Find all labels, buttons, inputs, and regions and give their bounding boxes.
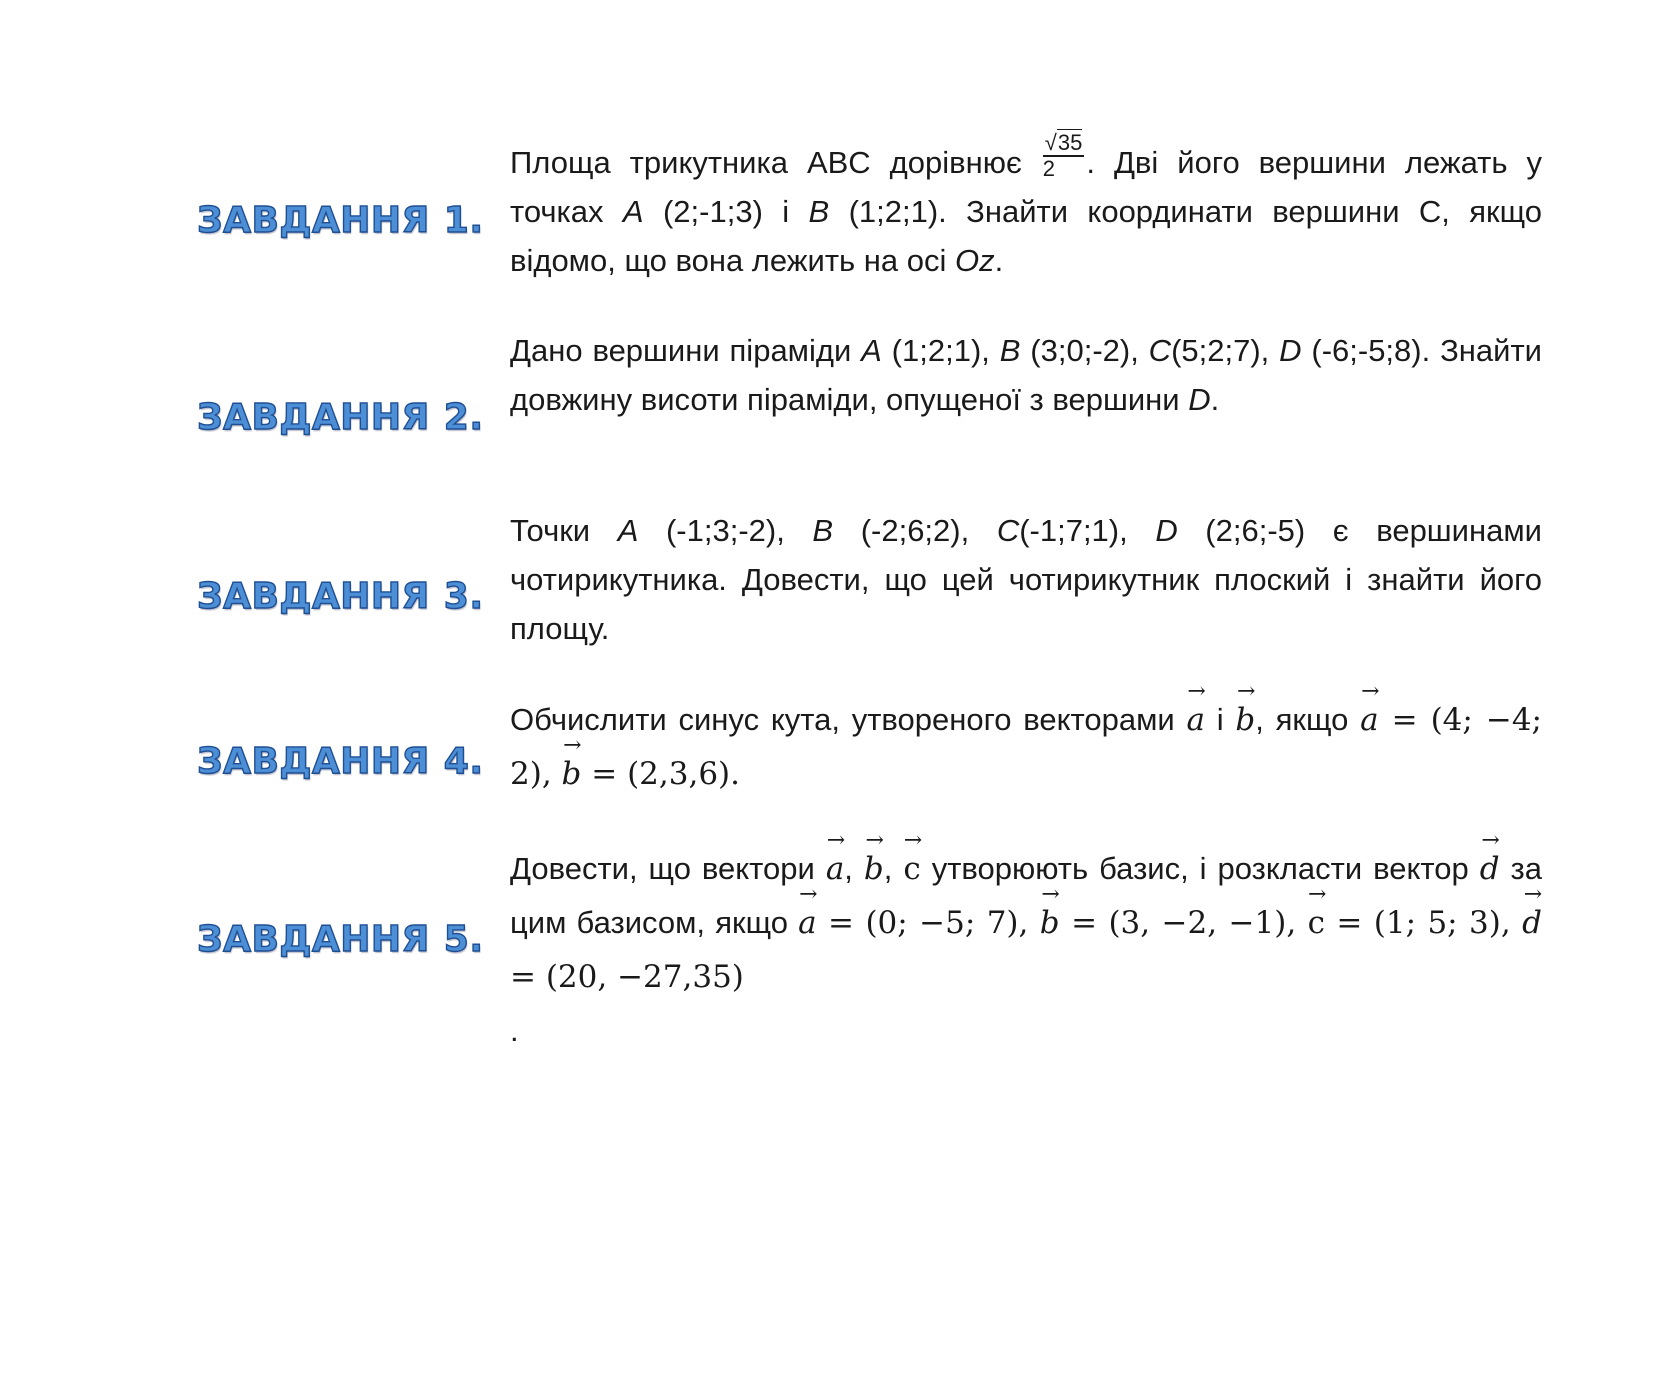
task-5-text: Довести, що вектори a → , b → , c → утворюють базис, і розкласти вектор d → за цим базисом, якщо a → = (0; −5; 7), b → = (3, −2, −1), c → = (1; 5; 3), d → = (20, −27,35) . bbox=[510, 842, 1542, 1058]
vector-b: b → bbox=[561, 733, 582, 792]
vector-b: b → bbox=[863, 828, 884, 887]
task-2-text: Дано вершини піраміди A (1;2;1), B (3;0;-2), C(5;2;7), D (-6;-5;8). Знайти довжину висоти піраміди, опущеної з вершини D. bbox=[510, 333, 1542, 417]
task-4-heading bbox=[197, 741, 484, 782]
task-4-number: 4. bbox=[443, 741, 484, 782]
vector-b: b → bbox=[1039, 882, 1060, 941]
vector-d: d → bbox=[1522, 882, 1543, 941]
vector-c: c → bbox=[1307, 882, 1327, 941]
fraction: $\frac{√35}{2}$ bbox=[1042, 129, 1083, 181]
vector-b: b → bbox=[1235, 679, 1256, 738]
vector-a: a → bbox=[1360, 679, 1380, 738]
task-3-label: ЗАВДАННЯ bbox=[197, 576, 430, 617]
vector-a: a → bbox=[798, 882, 818, 941]
vector-c: c → bbox=[903, 828, 923, 887]
task-4-label: ЗАВДАННЯ bbox=[197, 741, 430, 782]
task-5-number: 5. bbox=[443, 919, 484, 960]
task-1-number: 1. bbox=[443, 200, 484, 241]
task-2-heading bbox=[197, 397, 484, 438]
task-4-text: Обчислити синус кута, утвореного векторами a → і b → , якщо a → = (4; −4; 2), b → = (2,3,6). bbox=[510, 693, 1542, 801]
vector-a: a → bbox=[825, 828, 846, 887]
task-3-text: Точки A (-1;3;-2), B (-2;6;2), C(-1;7;1), D (2;6;-5) є вершинами чотирикутника. Довести, що цей чотирикутник плоский і знайти його площу. bbox=[510, 513, 1542, 646]
vector-d: d → bbox=[1479, 828, 1500, 887]
task-2-label: ЗАВДАННЯ bbox=[197, 397, 430, 438]
task-3-number: 3. bbox=[443, 576, 484, 617]
trailing-period: . bbox=[510, 1013, 519, 1048]
task-1-label: ЗАВДАННЯ bbox=[197, 200, 430, 241]
vector-a: a → bbox=[1186, 679, 1206, 738]
task-1-heading bbox=[197, 200, 484, 241]
task-5-heading bbox=[197, 919, 484, 960]
task-2-number: 2. bbox=[443, 397, 484, 438]
task-3-heading bbox=[197, 576, 484, 617]
task-1-text: Площа трикутника ABC дорівнює $\frac{√35}{2}$ . Дві його вершини лежать у точках A (2;-1;3) і B (1;2;1). Знайти координати вершини С, якщо відомо, що вона лежить на осі Oz. bbox=[510, 129, 1542, 278]
task-5-label: ЗАВДАННЯ bbox=[197, 919, 430, 960]
